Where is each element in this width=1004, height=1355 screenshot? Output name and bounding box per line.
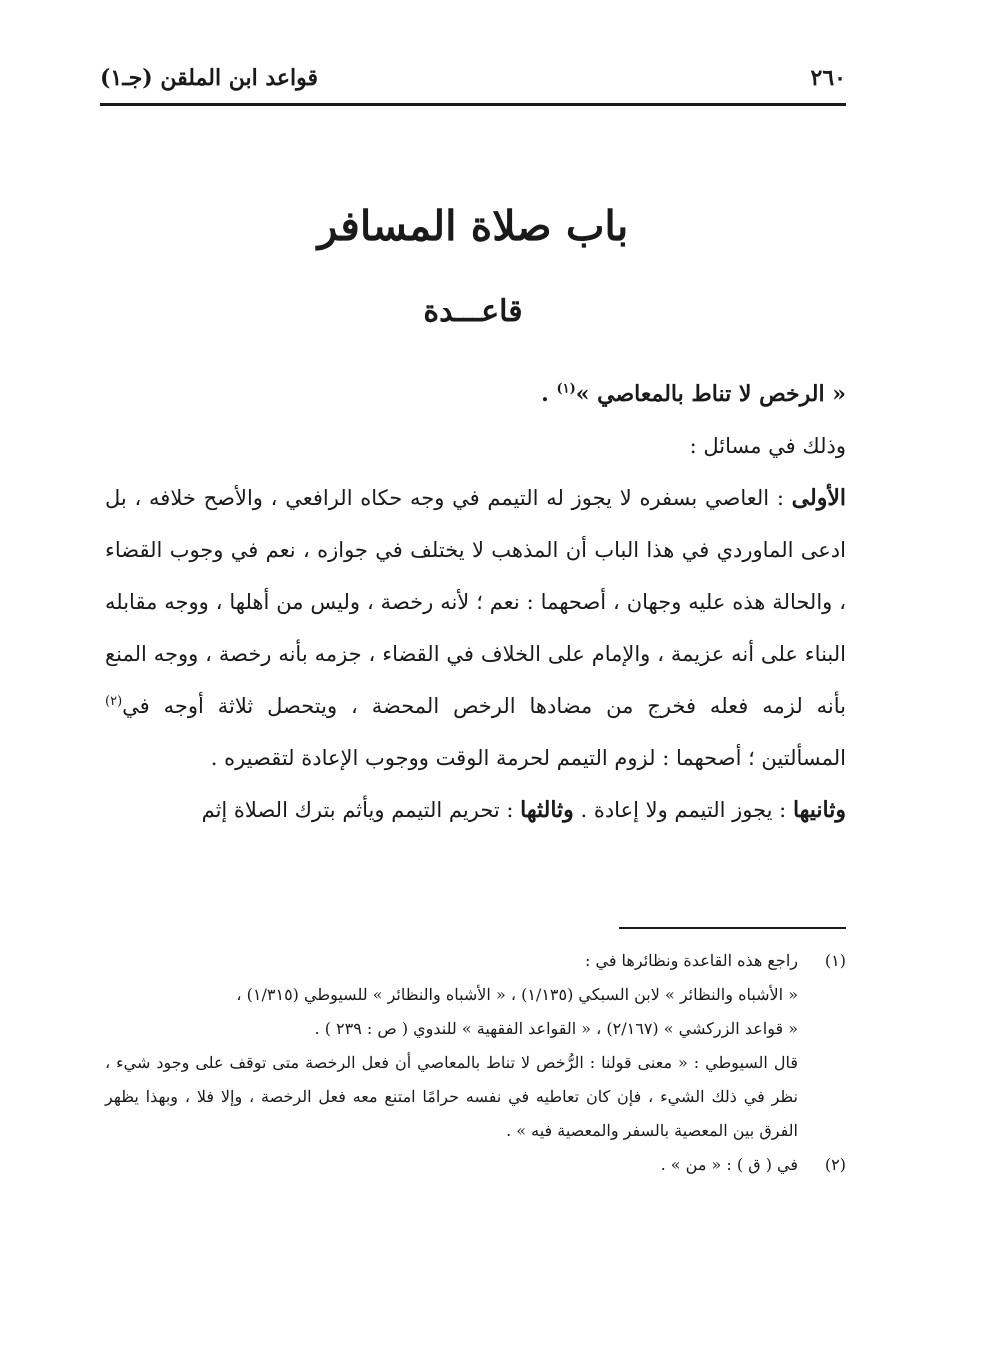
lead-second: وثانيها: [792, 797, 846, 823]
footnote-2: [105, 1148, 846, 1182]
running-title: قواعد ابن الملقن (جـ١): [100, 65, 319, 91]
footnote-number: (٢): [824, 1155, 846, 1174]
footnote-number: (١): [824, 951, 846, 970]
paragraph-second-text: : يجوز التيمم ولا إعادة .: [573, 798, 793, 822]
rule-statement: [105, 368, 846, 420]
footnote-body: [105, 1148, 798, 1182]
footnote-line: « الأشباه والنظائر » لابن السبكي (١/١٣٥) ، « الأشباه والنظائر » للسيوطي (١/٣١٥) ،: [236, 985, 798, 1004]
footnotes: [105, 944, 846, 1182]
footnote-line: قال السيوطي : « معنى قولنا : الرُّخص لا تناط بالمعاصي أن فعل الرخصة متى توقف على وجود شيء ، نظر في ذلك الشيء ، فإن كان تعاطيه في نفسه حرامًا امتنع معه فعل الرخصة ، وإلا فلا ، وبهذا يظهر الفرق بين المعصية بالسفر والمعصية فيه » .: [105, 1053, 798, 1140]
header-rule: [100, 103, 846, 106]
footnote-line: في ( ق ) : « من » .: [660, 1155, 798, 1174]
lead-first: الأولى: [791, 485, 846, 511]
chapter-title: باب صلاة المسافر: [317, 202, 629, 250]
footnote-1: [105, 944, 846, 1148]
body-text: [105, 368, 846, 836]
footnote-line: « قواعد الزركشي » (٢/١٦٧) ، « القواعد الفقهية » للندوي ( ص : ٢٣٩ ) .: [314, 1019, 798, 1038]
paragraph-second: [105, 784, 846, 836]
paragraph-third-text: : تحريم التيمم ويأثم بترك الصلاة إثم: [201, 798, 521, 822]
footnote-ref-1: (١): [556, 381, 576, 397]
rule-end: .: [541, 381, 549, 407]
intro-line: وذلك في مسائل :: [689, 434, 846, 458]
footnote-body: [105, 944, 798, 1148]
footnote-ref-2: (٢): [105, 694, 123, 709]
footnote-line: راجع هذه القاعدة ونظائرها في :: [585, 951, 798, 970]
lead-third: وثالثها: [520, 797, 574, 823]
running-header: [100, 58, 846, 98]
paragraph-first: [105, 472, 846, 784]
page-number: ٢٦٠: [810, 65, 846, 91]
footnote-separator: [619, 927, 846, 929]
paragraph-first-text: : العاصي بسفره لا يجوز له التيمم في وجه حكاه الرافعي ، والأصح خلافه ، بل ادعى الماوردي في هذا الباب أن المذهب لا يختلف في جوازه ، نعم في وجوب القضاء ، والحالة هذه عليه وجهان ، أصحهما : نعم ؛ لأنه رخصة ، وليس من أهلها ، ووجه مقابله البناء على أنه عزيمة ، والإمام على الخلاف في القضاء ، جزمه بأنه رخصة ، ووجه المنع بأنه لزمه فعله فخرج من مضادها الرخص المحضة ، ويتحصل ثلاثة أوجه في: [105, 486, 846, 718]
rule-text: « الرخص لا تناط بالمعاصي »: [575, 381, 846, 407]
section-title: قاعـــدة: [423, 294, 523, 329]
paragraph-first-text-cont: المسألتين ؛ أصحهما : لزوم التيمم لحرمة الوقت ووجوب الإعادة لتقصيره .: [210, 746, 846, 770]
